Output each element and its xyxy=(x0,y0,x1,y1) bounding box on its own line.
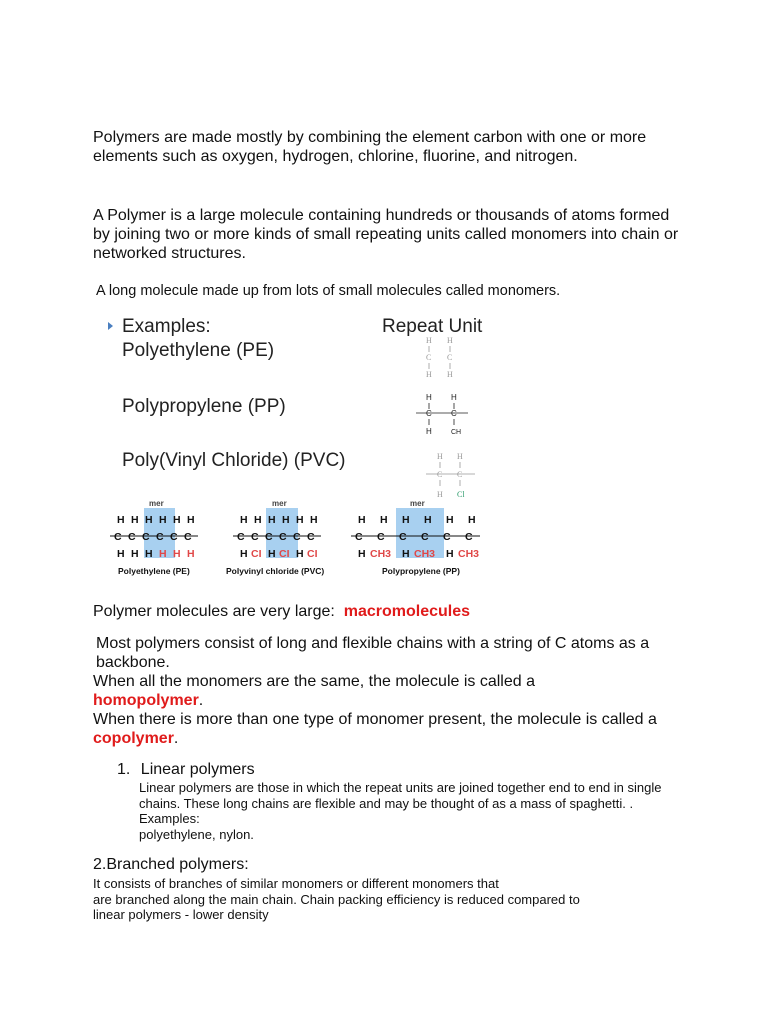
branched-text-2: are branched along the main chain. Chain packing efficiency is reduced compared to xyxy=(93,891,580,907)
copolymer-term: copolymer xyxy=(93,730,174,747)
atom-h: H xyxy=(358,548,366,560)
atom-c: C xyxy=(251,531,259,543)
atom-cl: CI xyxy=(279,548,290,560)
intro-paragraph-2-text: A Polymer is a large molecule containing hundreds or thousands of atoms formed by joining two or more kinds of small repeating units called monomers xyxy=(93,207,670,243)
intro-paragraph-2 xyxy=(93,206,683,263)
atom-c: C xyxy=(307,531,315,543)
caption-pe: Polyethylene (PE) xyxy=(118,566,190,576)
branched-polymers-body xyxy=(93,876,693,923)
atom-h: H xyxy=(187,514,195,526)
atom-h: H xyxy=(426,393,432,402)
atom-h: H xyxy=(131,548,139,560)
atom-c: C xyxy=(399,531,407,543)
atom-h: H xyxy=(468,514,476,526)
atom-c: C xyxy=(156,531,164,543)
atom-h: H xyxy=(117,514,125,526)
chain-line-3-text: When there is more than one type of monomer present, the molecule is called a xyxy=(93,711,657,728)
pp-repeat-unit xyxy=(416,393,468,436)
linear-polymers-body xyxy=(139,780,684,842)
polymer-examples-figure xyxy=(100,312,520,582)
pp-bottom-row xyxy=(358,548,479,560)
atom-h: H xyxy=(131,514,139,526)
atom-c: C xyxy=(421,531,429,543)
atom-c: C xyxy=(426,353,432,362)
atom-h: H xyxy=(296,548,304,560)
atom-h: H xyxy=(173,548,181,560)
intro-paragraph-3: A long molecule made up from lots of small molecules called monomers. xyxy=(96,283,561,299)
atom-h: H xyxy=(358,514,366,526)
atom-c: C xyxy=(237,531,245,543)
atom-h: H xyxy=(402,514,410,526)
atom-h: H xyxy=(268,514,276,526)
atom-ch3: CH3 xyxy=(370,548,392,560)
mer-label: mer xyxy=(410,499,425,508)
atom-h: H xyxy=(426,427,432,436)
figure-svg xyxy=(100,312,520,582)
example-pvc: Poly(Vinyl Chloride) (PVC) xyxy=(122,450,346,471)
atom-h: H xyxy=(159,548,167,560)
atom-c: C xyxy=(355,531,363,543)
atom-cl: Cl xyxy=(457,490,465,499)
atom-h: H xyxy=(446,548,454,560)
atom-c: C xyxy=(377,531,385,543)
atom-c: C xyxy=(465,531,473,543)
atom-c: C xyxy=(279,531,287,543)
linear-polymers-heading xyxy=(117,761,255,779)
repeat-unit-heading: Repeat Unit xyxy=(382,316,483,337)
atom-h: H xyxy=(426,336,432,345)
homopolymer-line xyxy=(93,691,683,710)
atom-h: H xyxy=(282,514,290,526)
copolymer-period: . xyxy=(173,730,179,747)
branched-text-3: linear polymers - lower density xyxy=(93,907,269,922)
macromolecules-term: macromolecules xyxy=(343,603,471,620)
atom-h: H xyxy=(173,514,181,526)
atom-h: H xyxy=(187,548,195,560)
mer-label: mer xyxy=(272,499,287,508)
atom-h: H xyxy=(145,514,153,526)
atom-c: C xyxy=(437,470,443,479)
atom-h: H xyxy=(426,370,432,379)
atom-h: H xyxy=(310,514,318,526)
macromolecules-label: Polymer molecules are very large: xyxy=(93,603,344,620)
example-pe: Polyethylene (PE) xyxy=(122,340,275,361)
atom-ch3: CH3 xyxy=(414,548,436,560)
atom-c: C xyxy=(447,353,453,362)
atom-cl: CI xyxy=(307,548,318,560)
atom-c: C xyxy=(114,531,122,543)
atom-h: H xyxy=(424,514,432,526)
atom-h: H xyxy=(268,548,276,560)
branched-polymers-heading: 2.Branched polymers: xyxy=(93,856,249,873)
linear-title: Linear polymers xyxy=(140,761,255,778)
atom-h: H xyxy=(447,336,453,345)
bullet-arrow-icon xyxy=(108,322,113,330)
atom-c: C xyxy=(142,531,150,543)
intro-paragraph-2-emphasis: into chain or networked structures. xyxy=(93,226,679,262)
atom-c: C xyxy=(451,409,457,418)
atom-h: H xyxy=(451,393,457,402)
chain-paragraph xyxy=(93,634,683,748)
atom-h: H xyxy=(402,548,410,560)
chain-line-3 xyxy=(93,710,683,748)
macromolecules-line xyxy=(93,602,470,621)
linear-text: Linear polymers are those in which the repeat units are joined together end to end in single chains. These long chains are flexible and may be thought of as a mass of spaghetti. . Examples: xyxy=(139,780,662,826)
atom-c: C xyxy=(184,531,192,543)
linear-number: 1. xyxy=(117,761,131,778)
atom-h: H xyxy=(254,514,262,526)
atom-c: C xyxy=(128,531,136,543)
atom-c: C xyxy=(293,531,301,543)
atom-c: C xyxy=(443,531,451,543)
atom-ch3: CH xyxy=(451,429,462,436)
chain-line-1: Most polymers consist of long and flexible chains with a string of C atoms as a backbone. xyxy=(96,635,650,671)
branched-text-1: It consists of branches of similar monomers or different monomers that xyxy=(93,876,499,891)
atom-c: C xyxy=(457,470,463,479)
linear-examples: polyethylene, nylon. xyxy=(139,826,254,842)
atom-h: H xyxy=(145,548,153,560)
example-pp: Polypropylene (PP) xyxy=(122,396,286,417)
atom-h: H xyxy=(380,514,388,526)
atom-h: H xyxy=(457,452,463,461)
atom-h: H xyxy=(437,452,443,461)
homopolymer-term: homopolymer xyxy=(93,692,199,709)
atom-cl: CI xyxy=(251,548,262,560)
atom-h: H xyxy=(240,548,248,560)
chain-diagrams xyxy=(110,499,480,576)
pvc-repeat-unit xyxy=(426,452,475,499)
pvc-bottom-row xyxy=(240,548,318,560)
atom-h: H xyxy=(159,514,167,526)
caption-pp: Polypropylene (PP) xyxy=(382,566,460,576)
chain-line-2: When all the monomers are the same, the molecule is called a xyxy=(93,673,535,690)
atom-h: H xyxy=(446,514,454,526)
caption-pvc: Polyvinyl chloride (PVC) xyxy=(226,566,325,576)
atom-h: H xyxy=(437,490,443,499)
atom-c: C xyxy=(265,531,273,543)
atom-h: H xyxy=(447,370,453,379)
atom-h: H xyxy=(296,514,304,526)
atom-h: H xyxy=(117,548,125,560)
pe-repeat-unit xyxy=(426,336,453,379)
mer-label: mer xyxy=(149,499,164,508)
atom-c: C xyxy=(170,531,178,543)
intro-paragraph-1: Polymers are made mostly by combining the element carbon with one or more elements such as oxygen, hydrogen, chlorine, fluorine, and nitrogen. xyxy=(93,129,647,165)
examples-heading: Examples: xyxy=(122,316,211,337)
atom-h: H xyxy=(240,514,248,526)
atom-ch3: CH3 xyxy=(458,548,480,560)
homopolymer-period: . xyxy=(198,692,204,709)
atom-c: C xyxy=(426,409,432,418)
